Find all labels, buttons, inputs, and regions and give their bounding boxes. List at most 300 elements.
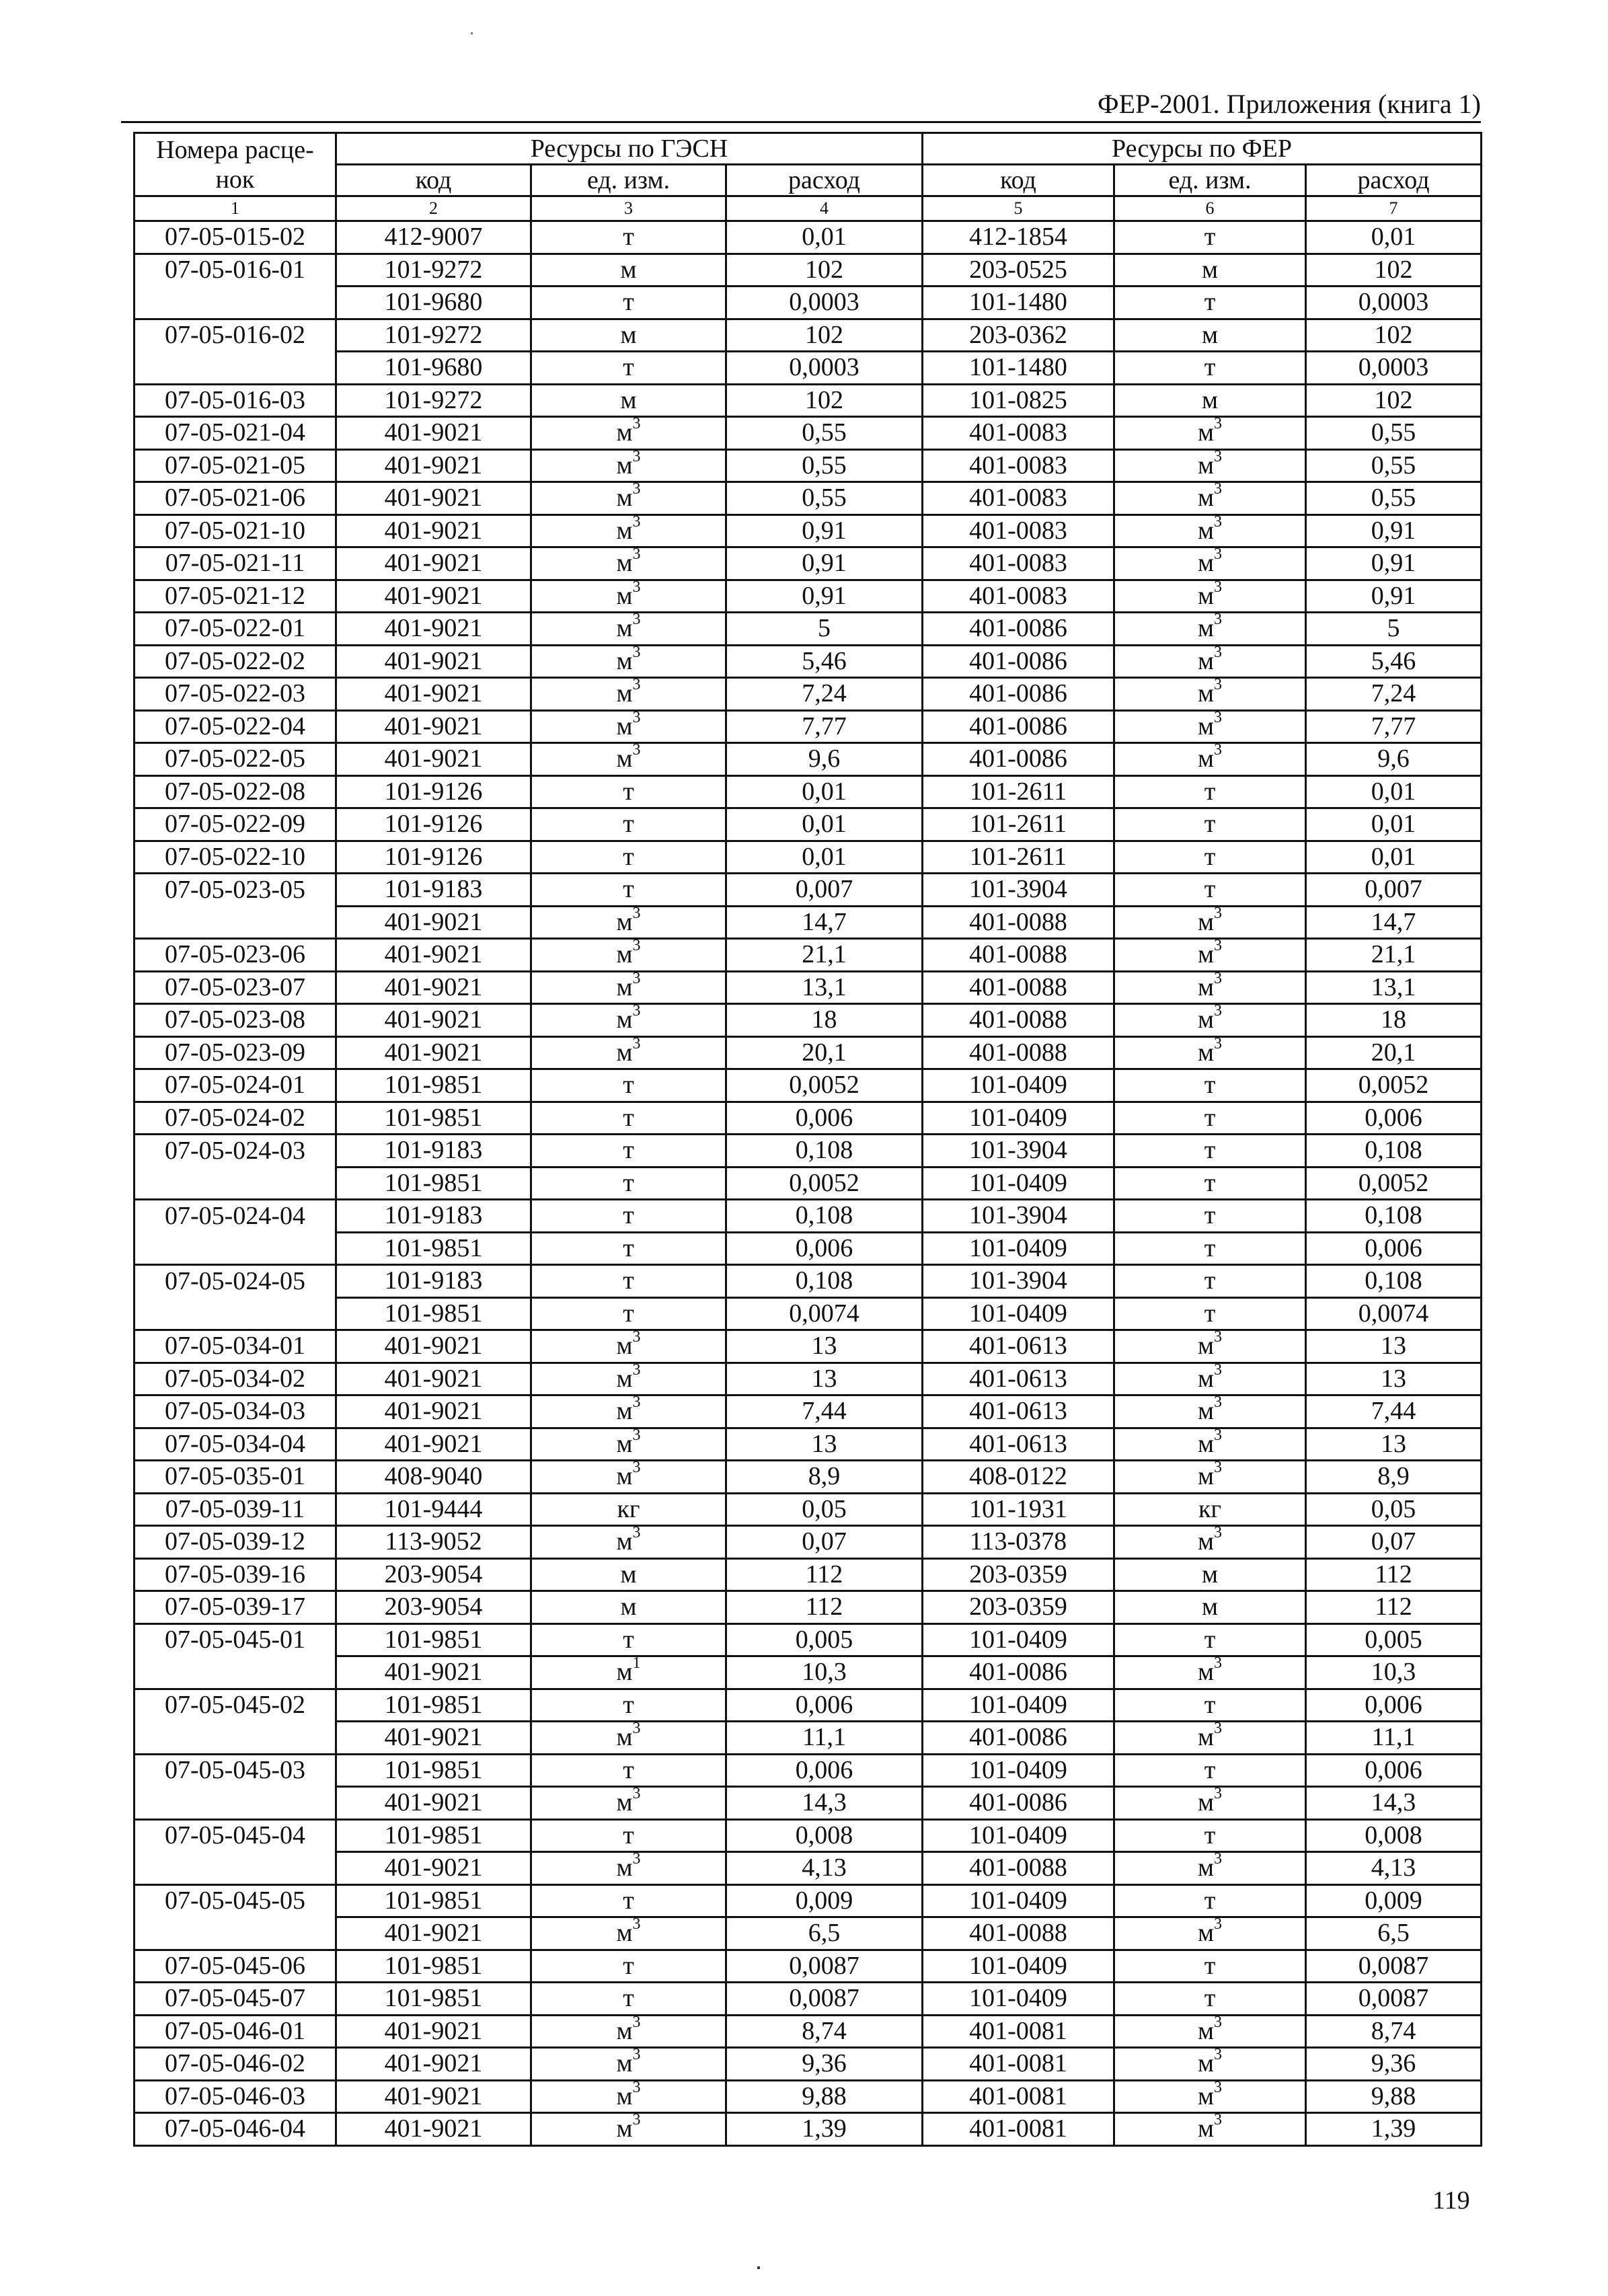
rate-number-cell: [135, 352, 336, 385]
gesn-qty-cell: 9,36: [726, 2048, 923, 2081]
rate-number-cell: [135, 1297, 336, 1330]
gesn-code-cell: 101-9851: [336, 1950, 531, 1983]
fer-unit-cell: [1114, 1363, 1306, 1395]
unit-display: $м^3$: [616, 580, 641, 610]
fer-qty-cell: 0,07: [1306, 1526, 1482, 1559]
fer-qty-cell: 0,006: [1306, 1102, 1482, 1135]
unit-value: т: [623, 1299, 634, 1328]
unit-display: $м^3$: [1197, 514, 1223, 545]
gesn-unit-cell: [531, 580, 726, 613]
unit-value: кг: [1198, 1494, 1222, 1523]
col-number: 6: [1114, 196, 1306, 221]
table-row: [135, 1983, 1482, 2016]
rate-number-cell: 07-05-046-04: [135, 2113, 336, 2146]
table-row: [135, 1819, 1482, 1852]
fer-qty-cell: 1,39: [1306, 2113, 1482, 2146]
gesn-code-cell: 401-9021: [336, 1395, 531, 1428]
fer-unit-cell: [1114, 286, 1306, 319]
table-row: [135, 1363, 1482, 1395]
fer-unit-cell: [1114, 1102, 1306, 1135]
fer-code-cell: 401-0083: [923, 547, 1114, 580]
gesn-qty-cell: 14,3: [726, 1787, 923, 1820]
page-header: [121, 87, 1481, 123]
gesn-code-cell: 101-9851: [336, 1689, 531, 1722]
gesn-unit-cell: [531, 547, 726, 580]
gesn-qty-cell: 0,05: [726, 1493, 923, 1526]
gesn-qty-cell: 7,24: [726, 678, 923, 711]
unit-display: $м^3$: [1197, 1330, 1223, 1360]
fer-qty-cell: 20,1: [1306, 1036, 1482, 1069]
unit-display: $м^1$: [616, 1656, 641, 1686]
unit-value: т: [1204, 810, 1216, 838]
fer-unit-cell: [1114, 939, 1306, 972]
col-number: 3: [531, 196, 726, 221]
gesn-qty-cell: 0,108: [726, 1135, 923, 1168]
rate-number-cell: 07-05-023-06: [135, 939, 336, 972]
fer-unit-cell: [1114, 645, 1306, 678]
rate-number-cell: 07-05-046-03: [135, 2080, 336, 2113]
gesn-code-cell: 113-9052: [336, 1526, 531, 1559]
table-row: [135, 841, 1482, 874]
table-row: [135, 482, 1482, 515]
table-row: [135, 1135, 1482, 1168]
gesn-code-cell: 101-9272: [336, 254, 531, 286]
fer-unit-cell: [1114, 1526, 1306, 1559]
gesn-unit-cell: [531, 1200, 726, 1233]
gesn-code-cell: 401-9021: [336, 2080, 531, 2113]
gesn-qty-cell: 0,91: [726, 514, 923, 547]
gesn-unit-cell: [531, 1102, 726, 1135]
rate-number-cell: 07-05-039-17: [135, 1591, 336, 1624]
table-row: [135, 645, 1482, 678]
gesn-code-cell: 401-9021: [336, 580, 531, 613]
fer-code-cell: 401-0086: [923, 743, 1114, 776]
unit-value: т: [1204, 353, 1216, 381]
gesn-unit-cell: [531, 874, 726, 907]
fer-code-cell: 401-0088: [923, 1004, 1114, 1037]
fer-qty-cell: 4,13: [1306, 1852, 1482, 1885]
gesn-qty-cell: 13: [726, 1428, 923, 1461]
fer-qty-cell: 5,46: [1306, 645, 1482, 678]
gesn-unit-cell: [531, 1852, 726, 1885]
unit-display: $м^3$: [1197, 1525, 1223, 1556]
gesn-qty-cell: 18: [726, 1004, 923, 1037]
gesn-qty-cell: 4,13: [726, 1852, 923, 1885]
fer-unit-cell: [1114, 1167, 1306, 1200]
fer-qty-cell: 8,9: [1306, 1461, 1482, 1494]
table-row: [135, 2048, 1482, 2081]
fer-unit-cell: [1114, 1232, 1306, 1265]
gesn-unit-cell: [531, 1265, 726, 1298]
unit-value: т: [1204, 1266, 1216, 1295]
gesn-unit-cell: [531, 678, 726, 711]
fer-unit-cell: [1114, 352, 1306, 385]
table-row: [135, 221, 1482, 254]
rate-number-cell: 07-05-022-01: [135, 613, 336, 646]
unit-value: т: [623, 1233, 634, 1262]
unit-display: $м^3$: [616, 1036, 641, 1067]
table-body: [135, 221, 1482, 2146]
table-row: [135, 678, 1482, 711]
unit-display: $м^3$: [1197, 547, 1223, 577]
unit-display: $м^3$: [1197, 482, 1223, 512]
unit-value: т: [623, 810, 634, 838]
unit-value: т: [1204, 223, 1216, 251]
gesn-qty-cell: 0,108: [726, 1265, 923, 1298]
fer-code-cell: 401-0088: [923, 1036, 1114, 1069]
table-row: [135, 743, 1482, 776]
gesn-code-cell: 401-9021: [336, 2113, 531, 2146]
table-row: [135, 1461, 1482, 1494]
gesn-unit-cell: [531, 1787, 726, 1820]
fer-unit-cell: [1114, 906, 1306, 939]
col-header-gesn-qty: расход: [726, 165, 923, 196]
fer-code-cell: 203-0362: [923, 319, 1114, 352]
fer-unit-cell: [1114, 1461, 1306, 1494]
fer-qty-cell: 7,77: [1306, 710, 1482, 743]
running-title: ФЕР-2001. Приложения (книга 1): [1098, 89, 1481, 119]
fer-qty-cell: 0,108: [1306, 1265, 1482, 1298]
fer-qty-cell: 14,3: [1306, 1787, 1482, 1820]
gesn-unit-cell: [531, 1656, 726, 1689]
gesn-qty-cell: 0,006: [726, 1754, 923, 1787]
rate-number-cell: 07-05-024-01: [135, 1069, 336, 1102]
fer-qty-cell: 0,55: [1306, 417, 1482, 450]
scan-speck: [471, 32, 473, 34]
gesn-unit-cell: [531, 1884, 726, 1917]
gesn-unit-cell: [531, 2048, 726, 2081]
gesn-qty-cell: 10,3: [726, 1656, 923, 1689]
rate-number-cell: 07-05-022-04: [135, 710, 336, 743]
unit-value: т: [1204, 1071, 1216, 1099]
rate-number-cell: 07-05-035-01: [135, 1461, 336, 1494]
rate-number-cell: 07-05-021-10: [135, 514, 336, 547]
unit-value: т: [623, 1071, 634, 1099]
table-row: [135, 1787, 1482, 1820]
header-row-sub: [135, 165, 1482, 196]
fer-qty-cell: 102: [1306, 319, 1482, 352]
col-number: 2: [336, 196, 531, 221]
fer-code-cell: 101-0409: [923, 1983, 1114, 2016]
fer-code-cell: 101-0409: [923, 1754, 1114, 1787]
gesn-unit-cell: [531, 1754, 726, 1787]
fer-unit-cell: [1114, 613, 1306, 646]
gesn-unit-cell: [531, 939, 726, 972]
fer-unit-cell: [1114, 1004, 1306, 1037]
fer-code-cell: 401-0086: [923, 1787, 1114, 1820]
gesn-unit-cell: [531, 449, 726, 482]
gesn-qty-cell: 0,0003: [726, 286, 923, 319]
table-row: [135, 417, 1482, 450]
gesn-code-cell: 401-9021: [336, 1656, 531, 1689]
fer-qty-cell: 0,005: [1306, 1623, 1482, 1656]
gesn-unit-cell: [531, 1461, 726, 1494]
fer-code-cell: 101-2611: [923, 841, 1114, 874]
gesn-code-cell: 101-9680: [336, 352, 531, 385]
unit-display: $м^3$: [616, 1917, 641, 1947]
fer-unit-cell: [1114, 417, 1306, 450]
gesn-qty-cell: 102: [726, 254, 923, 286]
fer-qty-cell: 21,1: [1306, 939, 1482, 972]
gesn-code-cell: 101-9851: [336, 1623, 531, 1656]
unit-value: т: [1204, 1984, 1216, 2012]
table-row: [135, 2113, 1482, 2146]
gesn-code-cell: 401-9021: [336, 514, 531, 547]
unit-display: $м^3$: [1197, 742, 1223, 773]
table-row: [135, 1558, 1482, 1591]
gesn-qty-cell: 0,0074: [726, 1297, 923, 1330]
gesn-unit-cell: [531, 1493, 726, 1526]
unit-display: $м^3$: [616, 1525, 641, 1556]
fer-unit-cell: [1114, 1395, 1306, 1428]
gesn-unit-cell: [531, 841, 726, 874]
rate-number-cell: 07-05-023-07: [135, 971, 336, 1004]
fer-code-cell: 401-0083: [923, 580, 1114, 613]
col-header-fer-unit: ед. изм.: [1114, 165, 1306, 196]
rate-number-cell: [135, 1656, 336, 1689]
unit-display: $м^3$: [1197, 2112, 1223, 2143]
table-row: [135, 580, 1482, 613]
gesn-qty-cell: 7,44: [726, 1395, 923, 1428]
unit-display: $м^3$: [1197, 1917, 1223, 1947]
table-row: [135, 547, 1482, 580]
gesn-code-cell: 101-9851: [336, 1884, 531, 1917]
table-row: [135, 971, 1482, 1004]
fer-qty-cell: 0,0003: [1306, 286, 1482, 319]
fer-code-cell: 101-1931: [923, 1493, 1114, 1526]
fer-code-cell: 101-0409: [923, 1069, 1114, 1102]
fer-code-cell: 101-1480: [923, 286, 1114, 319]
fer-qty-cell: 18: [1306, 1004, 1482, 1037]
rate-number-cell: 07-05-021-11: [135, 547, 336, 580]
fer-code-cell: 401-0613: [923, 1363, 1114, 1395]
fer-qty-cell: 14,7: [1306, 906, 1482, 939]
fer-qty-cell: 11,1: [1306, 1722, 1482, 1755]
table-row: [135, 1265, 1482, 1298]
fer-code-cell: 401-0613: [923, 1395, 1114, 1428]
fer-unit-cell: [1114, 2080, 1306, 2113]
col-header-fer-code: код: [923, 165, 1114, 196]
unit-value: т: [623, 288, 634, 316]
unit-display: $м^3$: [616, 938, 641, 968]
rate-number-cell: 07-05-034-02: [135, 1363, 336, 1395]
fer-code-cell: 113-0378: [923, 1526, 1114, 1559]
gesn-qty-cell: 6,5: [726, 1917, 923, 1950]
rate-number-cell: 07-05-023-08: [135, 1004, 336, 1037]
rate-number-cell: [135, 1852, 336, 1885]
unit-value: т: [1204, 1821, 1216, 1849]
gesn-unit-cell: [531, 352, 726, 385]
unit-value: т: [623, 1821, 634, 1849]
gesn-qty-cell: 0,005: [726, 1623, 923, 1656]
gesn-qty-cell: 102: [726, 384, 923, 417]
gesn-code-cell: 101-9851: [336, 1983, 531, 2016]
unit-value: т: [1204, 1755, 1216, 1784]
gesn-code-cell: 401-9021: [336, 710, 531, 743]
fer-unit-cell: [1114, 1591, 1306, 1624]
fer-code-cell: 203-0359: [923, 1558, 1114, 1591]
fer-unit-cell: [1114, 1722, 1306, 1755]
gesn-unit-cell: [531, 2080, 726, 2113]
fer-qty-cell: 0,0087: [1306, 1983, 1482, 2016]
gesn-code-cell: 401-9021: [336, 613, 531, 646]
rate-number-cell: 07-05-045-07: [135, 1983, 336, 2016]
unit-value: м: [1201, 255, 1219, 284]
rate-number-cell: 07-05-021-06: [135, 482, 336, 515]
fer-code-cell: 401-0613: [923, 1330, 1114, 1363]
gesn-code-cell: 401-9021: [336, 939, 531, 972]
rate-number-cell: 07-05-022-03: [135, 678, 336, 711]
fer-code-cell: 401-0086: [923, 678, 1114, 711]
unit-display: $м^3$: [1197, 1851, 1223, 1882]
col-header-rate-numbers: Номера расце- нок: [135, 133, 336, 196]
fer-code-cell: 101-0409: [923, 1102, 1114, 1135]
fer-unit-cell: [1114, 1983, 1306, 2016]
unit-display: $м^3$: [616, 482, 641, 512]
fer-qty-cell: 8,74: [1306, 2015, 1482, 2048]
gesn-unit-cell: [531, 1135, 726, 1168]
gesn-code-cell: 101-9851: [336, 1297, 531, 1330]
fer-code-cell: 401-0086: [923, 710, 1114, 743]
gesn-code-cell: 412-9007: [336, 221, 531, 254]
unit-value: т: [1204, 1201, 1216, 1229]
unit-display: $м^3$: [1197, 938, 1223, 968]
gesn-code-cell: 101-9126: [336, 808, 531, 841]
gesn-unit-cell: [531, 710, 726, 743]
fer-unit-cell: [1114, 1656, 1306, 1689]
table-row: [135, 1167, 1482, 1200]
fer-unit-cell: [1114, 1852, 1306, 1885]
fer-qty-cell: 0,01: [1306, 808, 1482, 841]
gesn-qty-cell: 1,39: [726, 2113, 923, 2146]
rate-number-cell: 07-05-045-04: [135, 1819, 336, 1852]
gesn-unit-cell: [531, 1004, 726, 1037]
unit-value: т: [1204, 875, 1216, 903]
unit-value: т: [1204, 1886, 1216, 1915]
fer-code-cell: 401-0086: [923, 1656, 1114, 1689]
gesn-unit-cell: [531, 1623, 726, 1656]
fer-code-cell: 101-0825: [923, 384, 1114, 417]
fer-unit-cell: [1114, 580, 1306, 613]
fer-code-cell: 101-0409: [923, 1950, 1114, 1983]
rate-number-cell: 07-05-045-02: [135, 1689, 336, 1722]
unit-display: $м^3$: [616, 416, 641, 447]
unit-value: т: [623, 1984, 634, 2012]
rate-number-cell: 07-05-022-05: [135, 743, 336, 776]
fer-unit-cell: [1114, 1069, 1306, 1102]
table-row: [135, 1852, 1482, 1885]
fer-unit-cell: [1114, 1036, 1306, 1069]
table-row: [135, 775, 1482, 808]
unit-display: $м^3$: [616, 1428, 641, 1458]
rate-number-cell: 07-05-045-03: [135, 1754, 336, 1787]
unit-value: т: [1204, 777, 1216, 806]
table-row: [135, 1623, 1482, 1656]
gesn-unit-cell: [531, 1428, 726, 1461]
gesn-unit-cell: [531, 254, 726, 286]
gesn-unit-cell: [531, 1297, 726, 1330]
fer-qty-cell: 0,108: [1306, 1200, 1482, 1233]
unit-value: т: [623, 1103, 634, 1132]
gesn-qty-cell: 0,55: [726, 449, 923, 482]
fer-unit-cell: [1114, 384, 1306, 417]
unit-display: $м^3$: [1197, 2047, 1223, 2077]
unit-value: м: [1201, 320, 1219, 349]
fer-unit-cell: [1114, 221, 1306, 254]
page-number: 119: [1432, 2186, 1470, 2215]
gesn-qty-cell: 7,77: [726, 710, 923, 743]
unit-value: т: [1204, 1951, 1216, 1980]
gesn-unit-cell: [531, 1232, 726, 1265]
gesn-code-cell: 101-9444: [336, 1493, 531, 1526]
unit-display: $м^3$: [616, 1330, 641, 1360]
gesn-code-cell: 401-9021: [336, 971, 531, 1004]
unit-value: т: [623, 353, 634, 381]
unit-value: т: [623, 1690, 634, 1719]
fer-unit-cell: [1114, 808, 1306, 841]
gesn-code-cell: 101-9851: [336, 1232, 531, 1265]
unit-display: $м^3$: [1197, 1003, 1223, 1034]
fer-qty-cell: 13,1: [1306, 971, 1482, 1004]
rate-number-cell: 07-05-039-12: [135, 1526, 336, 1559]
fer-qty-cell: 13: [1306, 1428, 1482, 1461]
col-number: 5: [923, 196, 1114, 221]
fer-qty-cell: 112: [1306, 1591, 1482, 1624]
gesn-unit-cell: [531, 514, 726, 547]
rate-number-cell: 07-05-022-10: [135, 841, 336, 874]
fer-qty-cell: 0,0052: [1306, 1069, 1482, 1102]
fer-qty-cell: 0,91: [1306, 580, 1482, 613]
fer-qty-cell: 13: [1306, 1363, 1482, 1395]
table-row: [135, 1232, 1482, 1265]
table-row: [135, 1428, 1482, 1461]
scan-speck: [757, 2266, 760, 2269]
rate-number-cell: 07-05-016-01: [135, 254, 336, 286]
fer-unit-cell: [1114, 1297, 1306, 1330]
rate-number-cell: 07-05-045-01: [135, 1623, 336, 1656]
unit-value: т: [623, 1168, 634, 1197]
unit-display: $м^3$: [1197, 1395, 1223, 1425]
gesn-qty-cell: 0,0087: [726, 1950, 923, 1983]
fer-qty-cell: 0,009: [1306, 1884, 1482, 1917]
unit-display: $м^3$: [616, 1721, 641, 1751]
gesn-qty-cell: 9,88: [726, 2080, 923, 2113]
unit-display: $м^3$: [1197, 677, 1223, 707]
rate-number-cell: [135, 286, 336, 319]
fer-code-cell: 401-0088: [923, 971, 1114, 1004]
fer-qty-cell: 0,0052: [1306, 1167, 1482, 1200]
fer-qty-cell: 0,0074: [1306, 1297, 1482, 1330]
fer-qty-cell: 0,0087: [1306, 1950, 1482, 1983]
unit-display: $м^3$: [616, 2112, 641, 2143]
header-row-groups: [135, 133, 1482, 165]
unit-display: $м^3$: [616, 1363, 641, 1393]
gesn-qty-cell: 0,009: [726, 1884, 923, 1917]
fer-unit-cell: [1114, 1787, 1306, 1820]
gesn-qty-cell: 13,1: [726, 971, 923, 1004]
gesn-unit-cell: [531, 1819, 726, 1852]
unit-display: $м^3$: [616, 612, 641, 642]
rate-number-cell: 07-05-021-05: [135, 449, 336, 482]
rate-number-cell: 07-05-016-03: [135, 384, 336, 417]
gesn-unit-cell: [531, 1069, 726, 1102]
gesn-code-cell: 401-9021: [336, 1852, 531, 1885]
fer-unit-cell: [1114, 678, 1306, 711]
gesn-qty-cell: 13: [726, 1363, 923, 1395]
unit-display: $м^3$: [1197, 2080, 1223, 2110]
gesn-code-cell: 401-9021: [336, 1917, 531, 1950]
rate-number-cell: 07-05-039-11: [135, 1493, 336, 1526]
